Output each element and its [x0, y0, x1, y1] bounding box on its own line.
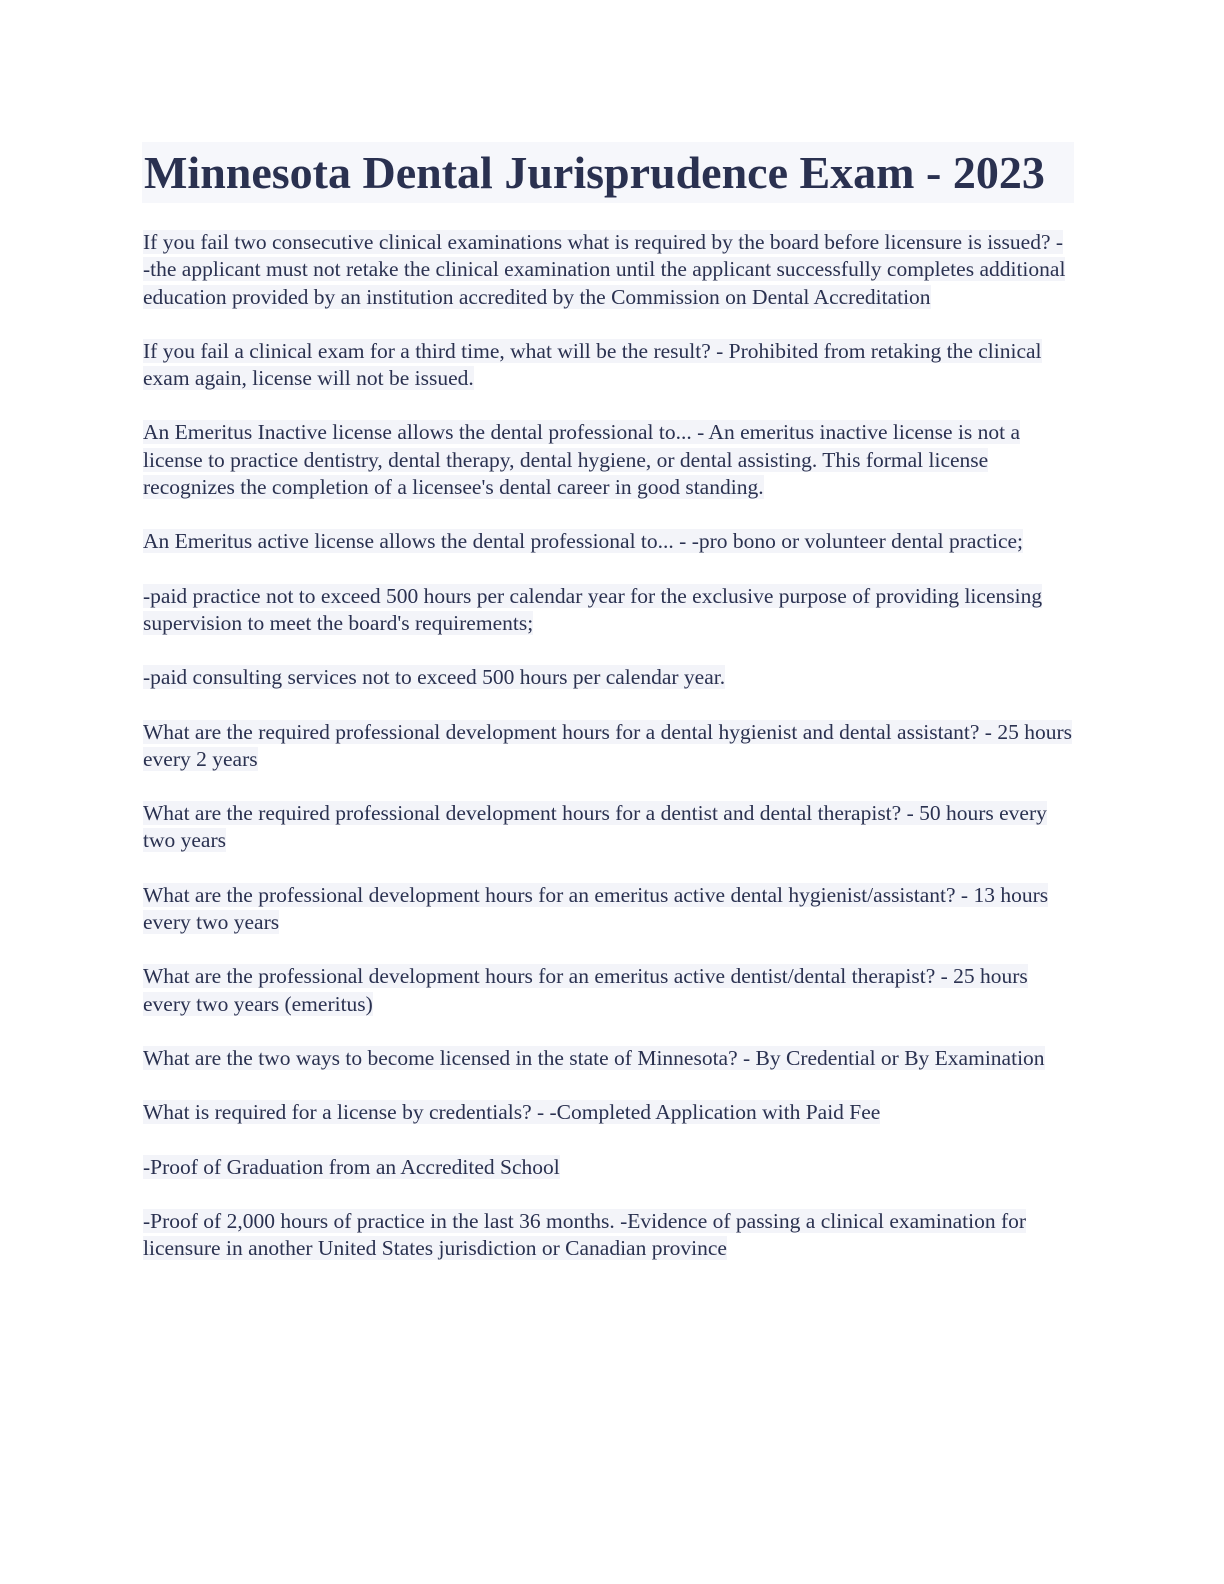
paragraph-8: [142, 800, 1074, 855]
paragraph-8-text: What are the required professional development hours for a dentist and dental therapist? - 50 hours every two years: [143, 801, 1047, 853]
paragraph-12: [142, 1099, 1074, 1126]
paragraph-3-text: An Emeritus Inactive license allows the dental professional to... - An emeritus inactive license is not a license to practice dentistry, dental therapy, dental hygiene, or dental assisting. This formal license recognizes the completion of a licensee's dental career in good standing.: [143, 420, 1021, 500]
paragraph-6-text: -paid consulting services not to exceed 500 hours per calendar year.: [143, 665, 726, 690]
paragraph-4-text: An Emeritus active license allows the dental professional to... - -pro bono or volunteer dental practice;: [143, 529, 1024, 554]
document-title: Minnesota Dental Jurisprudence Exam - 2023: [144, 147, 1045, 198]
document-page: [142, 142, 1074, 1289]
paragraph-6: [142, 664, 1074, 691]
paragraph-13: [142, 1154, 1074, 1181]
paragraph-4: [142, 528, 1074, 555]
paragraph-2: [142, 338, 1074, 393]
paragraph-7-text: What are the required professional development hours for a dental hygienist and dental assistant? - 25 hours every 2 years: [143, 719, 1072, 771]
paragraph-7: [142, 719, 1074, 774]
paragraph-13-text: -Proof of Graduation from an Accredited School: [143, 1154, 560, 1179]
title-block: [142, 142, 1074, 203]
paragraph-9-text: What are the professional development hours for an emeritus active dental hygienist/assistant? - 13 hours every two years: [143, 882, 1049, 935]
paragraph-14-text: -Proof of 2,000 hours of practice in the last 36 months. -Evidence of passing a clinical examination for licensure in another United States jurisdiction or Canadian province: [143, 1208, 1027, 1261]
paragraph-2-text: If you fail a clinical exam for a third time, what will be the result? - Prohibited from retaking the clinical exam again, license will not be issued.: [143, 338, 1042, 391]
document-body: [142, 229, 1074, 1262]
paragraph-5: [142, 583, 1074, 638]
paragraph-9: [142, 882, 1074, 937]
paragraph-10: [142, 963, 1074, 1018]
paragraph-3: [142, 419, 1074, 501]
paragraph-1-text: If you fail two consecutive clinical examinations what is required by the board before licensure is issued? - -the applicant must not retake the clinical examination until the applicant successfully completes additional education provided by an institution accredited by the Commission on Dental Accreditation: [143, 230, 1066, 309]
paragraph-11-text: What are the two ways to become licensed in the state of Minnesota? - By Credential or By Examination: [143, 1045, 1045, 1070]
paragraph-5-text: -paid practice not to exceed 500 hours per calendar year for the exclusive purpose of providing licensing supervision to meet the board's requirements;: [143, 583, 1043, 635]
paragraph-1: [142, 229, 1074, 311]
paragraph-14: [142, 1208, 1074, 1263]
paragraph-12-text: What is required for a license by credentials? - -Completed Application with Paid Fee: [143, 1100, 881, 1125]
paragraph-10-text: What are the professional development hours for an emeritus active dentist/dental therapist? - 25 hours every two years (emeritus): [143, 964, 1028, 1016]
paragraph-11: [142, 1045, 1074, 1072]
